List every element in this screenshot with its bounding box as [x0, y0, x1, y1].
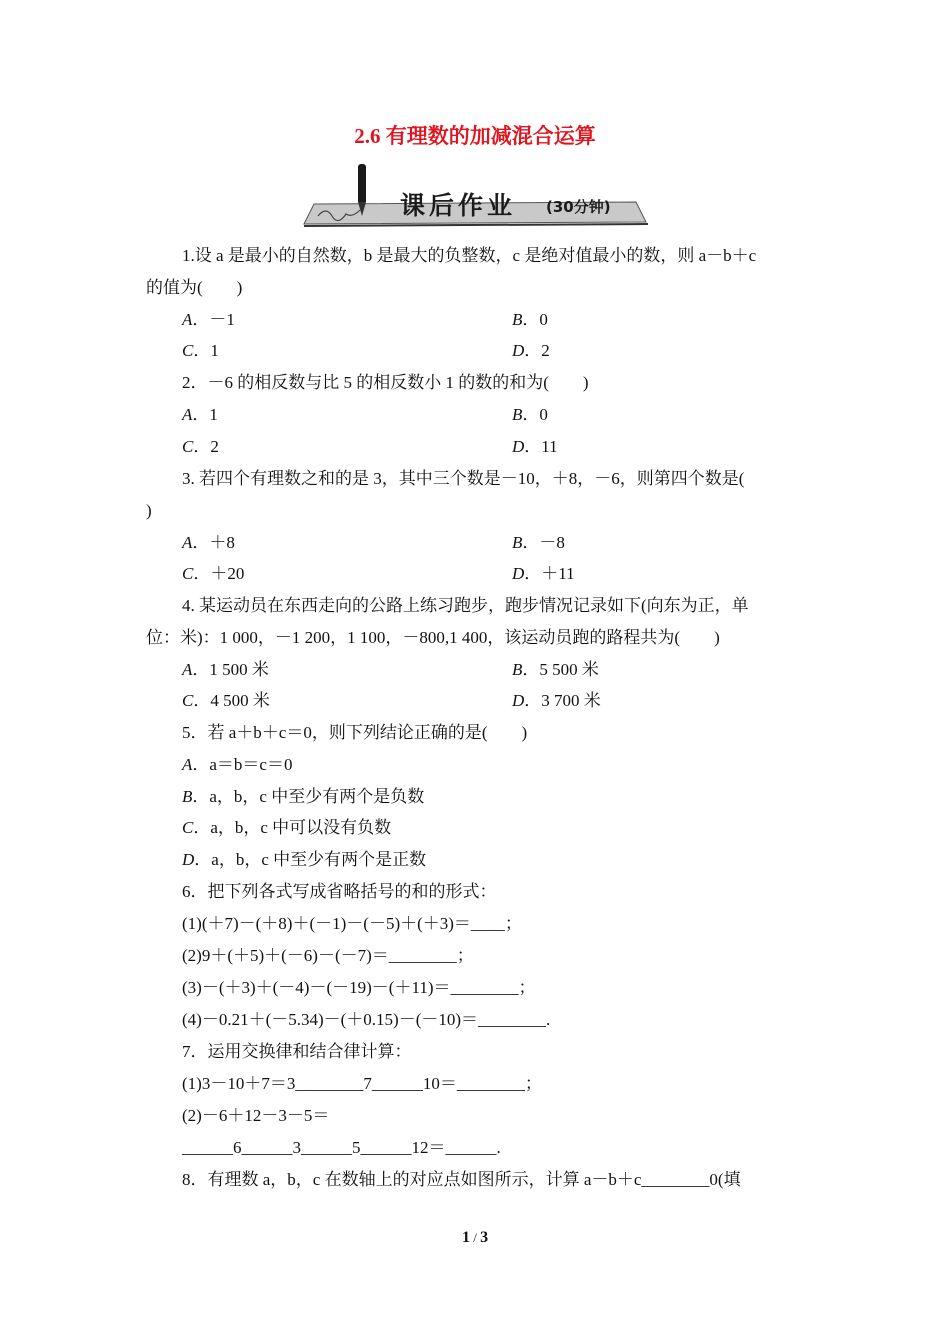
- q1-option-b: [512, 310, 548, 330]
- q3-option-c: [182, 564, 244, 584]
- q5-option-b: [182, 787, 424, 807]
- q4-option-b: [512, 660, 599, 680]
- q3-line2: ): [146, 501, 152, 520]
- q2-option-c: [182, 437, 219, 457]
- current-page: 1: [461, 1229, 470, 1246]
- option-text: ．a，b，c 中可以没有负数: [193, 818, 392, 837]
- option-text: ．－8: [522, 533, 565, 552]
- q4-option-c: [182, 691, 270, 711]
- q6-item-3: (3)－(＋3)＋(－4)－(－19)－(＋11)＝________；: [182, 978, 536, 997]
- option-text: ．1: [193, 341, 219, 360]
- option-text: ．＋8: [192, 533, 235, 552]
- q6-item-1: (1)(＋7)－(＋8)＋(－1)－(－5)＋(＋3)＝____；: [182, 914, 522, 933]
- option-text: ．5 500 米: [522, 660, 599, 679]
- option-letter: C: [182, 564, 194, 583]
- option-letter: A: [182, 533, 193, 552]
- page-title: 2.6 有理数的加减混合运算: [354, 124, 596, 148]
- q4-option-d: [512, 691, 601, 711]
- q2-line1: 2．－6 的相反数与比 5 的相反数小 1 的数的和为( ): [182, 373, 589, 392]
- q1-option-d: [512, 341, 550, 361]
- q6-item-4: (4)－0.21＋(－5.34)－(＋0.15)－(－10)＝________.: [182, 1010, 551, 1029]
- option-text: ．0: [522, 310, 548, 329]
- q2-option-d: [512, 437, 558, 457]
- option-text: ．＋11: [524, 564, 575, 583]
- option-letter: D: [182, 850, 195, 869]
- option-letter: C: [182, 818, 194, 837]
- q5-option-d: [182, 850, 426, 870]
- option-text: ．3 700 米: [524, 691, 601, 710]
- q1-line2: 的值为( ): [146, 278, 243, 297]
- option-letter: B: [182, 787, 193, 806]
- option-letter: B: [512, 405, 523, 424]
- q1-option-a: [182, 310, 235, 330]
- option-text: ．4 500 米: [193, 691, 270, 710]
- q3-option-b: [512, 533, 565, 553]
- q3-option-a: [182, 533, 235, 553]
- option-text: ．－1: [192, 310, 235, 329]
- q7-item-1: (1)3－10＋7＝3________7______10＝________；: [182, 1074, 542, 1093]
- q7-line1: 7．运用交换律和结合律计算：: [182, 1042, 412, 1061]
- option-text: ．a，b，c 中至少有两个是负数: [192, 787, 425, 806]
- option-letter: D: [512, 437, 525, 456]
- q2-option-a: [182, 405, 218, 425]
- q3-line1: 3. 若四个有理数之和的是 3，其中三个数是－10，＋8，－6，则第四个数是(: [182, 469, 745, 488]
- q1-line1: 1.设 a 是最小的自然数，b 是最大的负整数，c 是绝对值最小的数，则 a－b＋c: [182, 246, 757, 265]
- option-text: ．11: [524, 437, 558, 456]
- q6-item-2: (2)9＋(＋5)＋(－6)－(－7)＝________；: [182, 946, 474, 965]
- option-letter: C: [182, 341, 194, 360]
- option-text: ．1: [192, 405, 218, 424]
- option-text: ．＋20: [193, 564, 245, 583]
- page-separator: /: [473, 1230, 477, 1245]
- option-letter: C: [182, 691, 194, 710]
- q5-line1: 5．若 a＋b＋c＝0，则下列结论正确的是( ): [182, 723, 528, 742]
- q4-option-a: [182, 660, 269, 680]
- option-text: ．1 500 米: [192, 660, 269, 679]
- q3-option-d: [512, 564, 575, 584]
- option-letter: B: [512, 660, 523, 679]
- q6-line1: 6．把下列各式写成省略括号的和的形式：: [182, 882, 497, 901]
- option-text: ．2: [524, 341, 550, 360]
- option-letter: A: [182, 310, 193, 329]
- q7-item-2: (2)－6＋12－3－5＝: [182, 1106, 330, 1125]
- banner-title: 课后作业: [400, 191, 517, 220]
- option-letter: D: [512, 564, 525, 583]
- option-text: ．2: [193, 437, 219, 456]
- option-letter: A: [182, 405, 193, 424]
- option-text: ．a＝b＝c＝0: [192, 755, 293, 774]
- q5-option-a: [182, 755, 292, 775]
- option-letter: D: [512, 691, 525, 710]
- q4-line1: 4. 某运动员在东西走向的公路上练习跑步，跑步情况记录如下(向东为正，单: [182, 596, 749, 615]
- option-letter: C: [182, 437, 194, 456]
- q1-option-c: [182, 341, 219, 361]
- q4-line2: 位：米)：1 000，－1 200，1 100，－800,1 400，该运动员跑的路程共为( ): [146, 628, 720, 647]
- q5-option-c: [182, 818, 391, 838]
- option-letter: D: [512, 341, 525, 360]
- page-number: [0, 1229, 950, 1247]
- option-text: ．0: [522, 405, 548, 424]
- option-letter: A: [182, 660, 193, 679]
- total-pages: 3: [480, 1229, 489, 1246]
- option-letter: B: [512, 310, 523, 329]
- homework-banner: [296, 162, 656, 232]
- option-letter: B: [512, 533, 523, 552]
- banner-subtitle: (30分钟): [546, 198, 611, 216]
- q8-line1: 8．有理数 a，b，c 在数轴上的对应点如图所示，计算 a－b＋c________0(填: [182, 1170, 741, 1189]
- q2-option-b: [512, 405, 548, 425]
- q7-item-2-continued: ______6______3______5______12＝______.: [182, 1138, 501, 1157]
- option-letter: A: [182, 755, 193, 774]
- option-text: ．a，b，c 中至少有两个是正数: [194, 850, 427, 869]
